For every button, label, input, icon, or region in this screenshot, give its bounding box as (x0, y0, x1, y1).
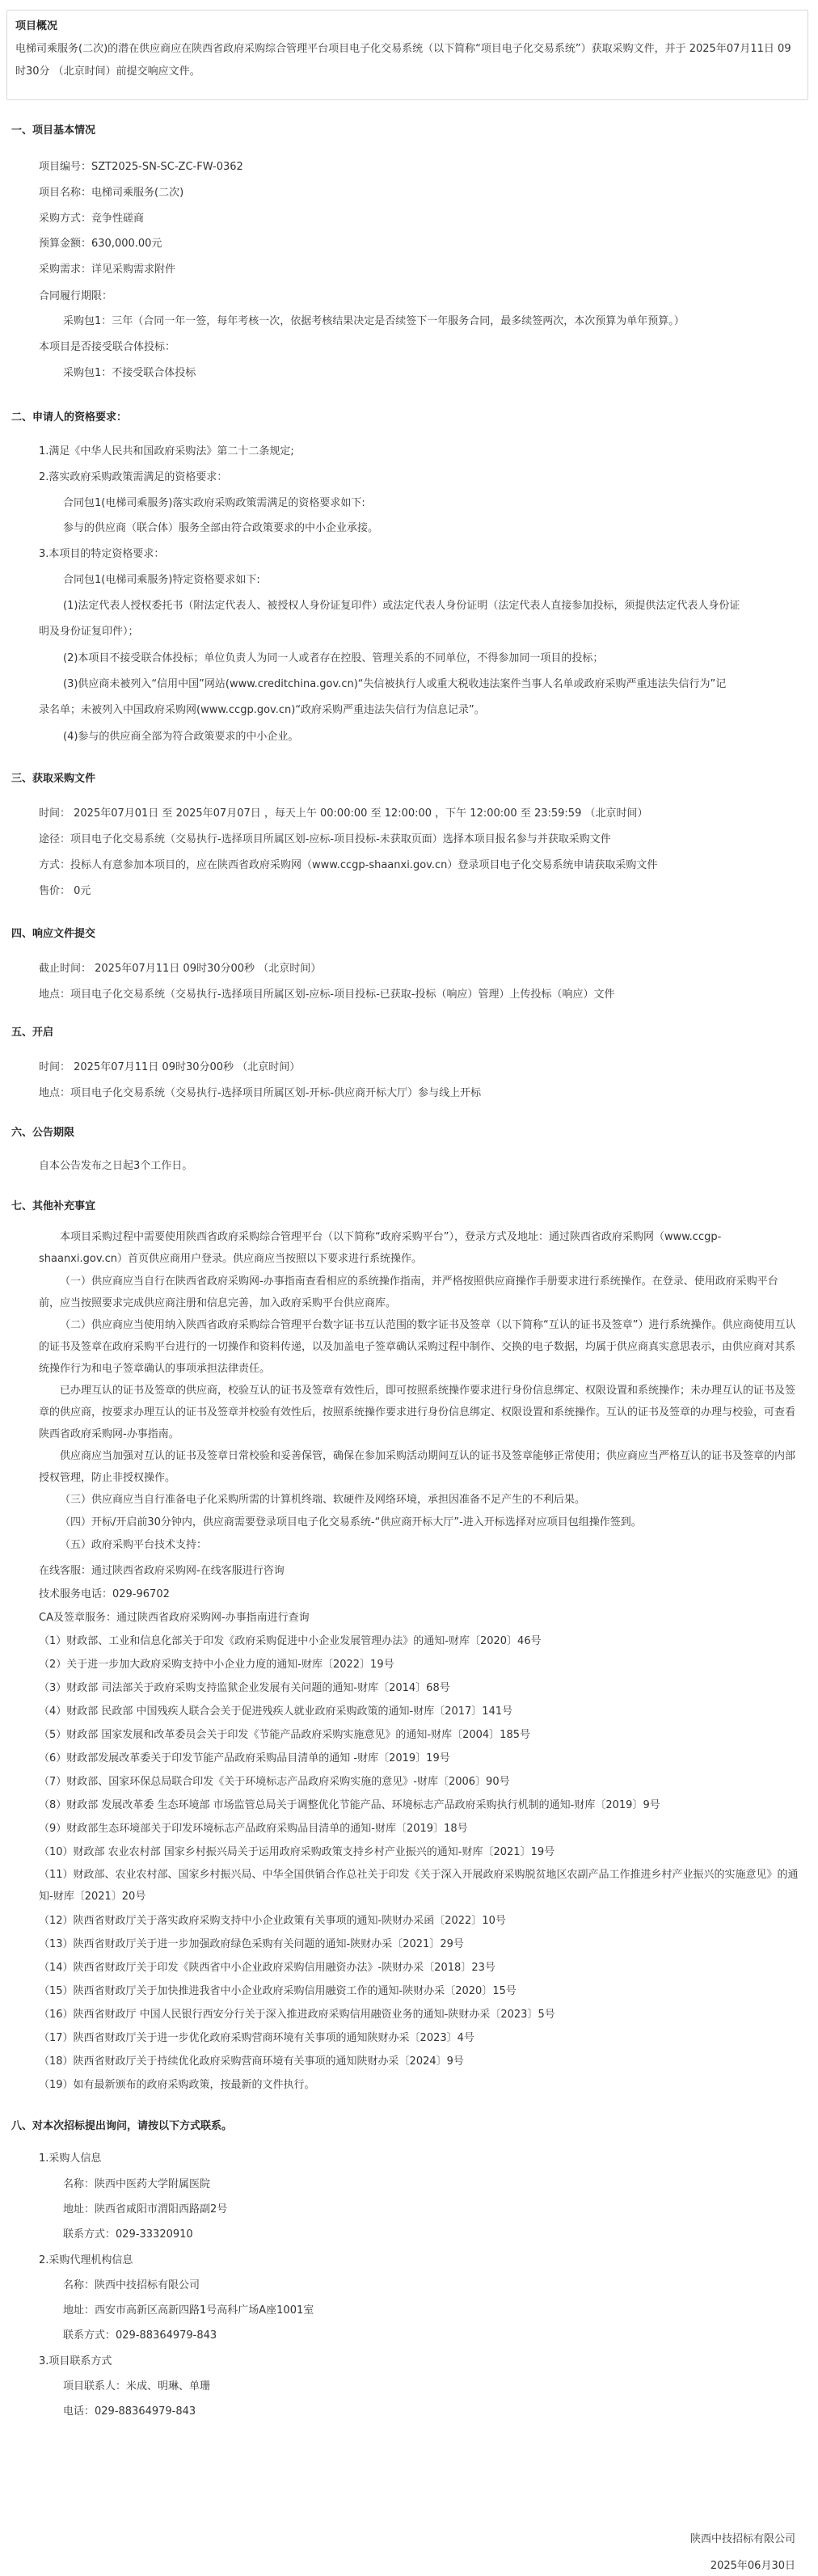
s7-line: （1）财政部、工业和信息化部关于印发《政府采购促进中小企业发展管理办法》的通知-财库〔2020〕46号 (39, 1635, 542, 1647)
s8-line: 项目联系人：米成、明琳、单珊 (63, 2380, 211, 2393)
s7-line: CA及签章服务：通过陕西省政府采购网-办事指南进行查询 (39, 1612, 310, 1624)
s4-line: 截止时间： 2025年07月11日 09时30分00秒 （北京时间） (39, 963, 322, 975)
s8-line: 1.采购人信息 (39, 2152, 102, 2165)
s1-line: 采购方式：竞争性磋商 (39, 213, 145, 225)
s8-line: 联系方式：029-88364979-843 (63, 2329, 217, 2342)
s8-line: 电话：029-88364979-843 (63, 2405, 196, 2418)
s1-line: 采购需求：详见采购需求附件 (39, 264, 176, 276)
footer-company: 陕西中技招标有限公司 (689, 2533, 795, 2545)
s3-line: 时间： 2025年07月01日 至 2025年07月07日 ，每天上午 00:00:00 至 12:00:00 ，下午 12:00:00 至 23:59:59 （北京时间） (39, 807, 648, 820)
section-3-title: 三、获取采购文件 (11, 773, 96, 785)
overview-text: 电梯司乘服务(二次)的潜在供应商应在陕西省政府采购综合管理平台项目电子化交易系统（以下简称“项目电子化交易系统”）获取采购文件，并于 2025年07月11日 09时30分 （北京时间）前提交响应文件。 (15, 43, 791, 78)
project-overview-box (6, 10, 808, 100)
footer-date: 2025年06月30日 (710, 2560, 795, 2572)
s7-line: （10）财政部 农业农村部 国家乡村振兴局关于运用政府采购政策支持乡村产业振兴的通知-财库〔2021〕19号 (39, 1846, 555, 1858)
s4-line: 地点：项目电子化交易系统（交易执行-选择项目所属区划-应标-项目投标-已获取-投标（响应）管理）上传投标（响应）文件 (39, 989, 615, 1001)
s8-line: 名称：陕西中医药大学附属医院 (63, 2178, 211, 2190)
section-7-title: 七、其他补充事宜 (11, 1200, 96, 1212)
s2-line: (3)供应商未被列入“信用中国”网站(www.creditchina.gov.cn)“失信被执行人或重大税收违法案件当事人名单或政府采购严重违法失信行为”记 (63, 678, 727, 690)
s7-line: 在线客服：通过陕西省政府采购网-在线客服进行咨询 (39, 1565, 285, 1577)
s7-line: （7）财政部、国家环保总局联合印发《关于环境标志产品政府采购实施的意见》-财库〔2006〕90号 (39, 1776, 510, 1788)
s2-line: (2)本项目不接受联合体投标；单位负责人为同一人或者存在控股、管理关系的不同单位，不得参加同一项目的投标； (63, 652, 604, 664)
s2-line: 录名单；未被列入中国政府采购网(www.ccgp.gov.cn)“政府采购严重违法失信行为信息记录”。 (39, 704, 485, 716)
s6-line: 自本公告发布之日起3个工作日。 (39, 1160, 193, 1172)
s1-line: 合同履行期限： (39, 290, 113, 302)
section-5-title: 五、开启 (11, 1027, 54, 1039)
s7-paragraph: （一）供应商应当自行在陕西省政府采购网-办事指南查看相应的系统操作指南，并严格按照供应商操作手册要求进行系统操作。在登录、使用政府采购平台前，应当按照要求完成供应商注册和信息完善，加入政府采购平台供应商库。 (39, 1275, 778, 1309)
s7-line: （13）陕西省财政厅关于进一步加强政府绿色采购有关问题的通知-陕财办采〔2021〕29号 (39, 1938, 464, 1950)
s7-paragraph: 本项目采购过程中需要使用陕西省政府采购综合管理平台（以下简称“政府采购平台”），登录方式及地址：通过陕西省政府采购网（www.ccgp-shaanxi.gov.cn）首页供应商用户登录。供应商应当按照以下要求进行系统操作。 (39, 1231, 722, 1265)
s2-line: 明及身份证复印件）； (39, 626, 139, 638)
s1-line: 采购包1：不接受联合体投标 (63, 367, 196, 379)
s5-line: 地点：项目电子化交易系统（交易执行-选择项目所属区划-开标-供应商开标大厅）参与线上开标 (39, 1087, 482, 1099)
s1-line: 采购包1：三年（合同一年一签，每年考核一次，依据考核结果决定是否续签下一年服务合同，最多续签两次，本次预算为单年预算。） (63, 315, 685, 327)
s2-line: 合同包1(电梯司乘服务)特定资格要求如下: (63, 574, 260, 586)
s8-line: 2.采购代理机构信息 (39, 2254, 133, 2266)
s7-line: （2）关于进一步加大政府采购支持中小企业力度的通知-财库〔2022〕19号 (39, 1659, 394, 1671)
s8-line: 联系方式：029-33320910 (63, 2228, 193, 2241)
s2-line: (4)参与的供应商全部为符合政策要求的中小企业。 (63, 731, 299, 743)
s3-line: 途径：项目电子化交易系统（交易执行-选择项目所属区划-应标-项目投标-未获取页面）选择本项目报名参与并获取采购文件 (39, 833, 611, 845)
s7-line: （6）财政部发展改革委关于印发节能产品政府采购品目清单的通知 -财库〔2019〕19号 (39, 1752, 450, 1764)
s1-line: 项目编号：SZT2025-SN-SC-ZC-FW-0362 (39, 161, 243, 173)
s7-line: （4）财政部 民政部 中国残疾人联合会关于促进残疾人就业政府采购政策的通知-财库〔2017〕141号 (39, 1705, 513, 1718)
s7-paragraph: （二）供应商应当使用纳入陕西省政府采购综合管理平台数字证书互认范围的数字证书及签章（以下简称“互认的证书及签章”）进行系统操作。供应商使用互认的证书及签章在政府采购平台进行的一切操作和资料传递，以及加盖电子签章确认采购过程中制作、交换的电子数据，均属于供应商真实意思表示，由供应商对其系统操作行为和电子签章确认的事项承担法律责任。 (39, 1319, 796, 1375)
s3-line: 售价： 0元 (39, 885, 91, 897)
s7-line: （五）政府采购平台技术支持： (60, 1539, 208, 1551)
s7-line: （16）陕西省财政厅 中国人民银行西安分行关于深入推进政府采购信用融资业务的通知-陕财办采〔2023〕5号 (39, 2009, 555, 2021)
s8-line: 地址：西安市高新区高新四路1号高科广场A座1001室 (63, 2304, 314, 2317)
s7-line: （12）陕西省财政厅关于落实政府采购支持中小企业政策有关事项的通知-陕财办采函〔2022〕10号 (39, 1915, 506, 1927)
s7-line: （18）陕西省财政厅关于持续优化政府采购营商环境有关事项的通知陕财办采〔2024〕9号 (39, 2055, 464, 2068)
s2-line: 参与的供应商（联合体）服务全部由符合政策要求的中小企业承接。 (63, 522, 379, 534)
s2-line: (1)法定代表人授权委托书（附法定代表人、被授权人身份证复印件）或法定代表人身份证明（法定代表人直接参加投标，须提供法定代表人身份证 (63, 600, 740, 612)
s1-line: 项目名称：电梯司乘服务(二次) (39, 187, 184, 199)
s2-line: 合同包1(电梯司乘服务)落实政府采购政策需满足的资格要求如下: (63, 497, 365, 509)
s1-line: 本项目是否接受联合体投标： (39, 341, 176, 353)
s7-line: （三）供应商应当自行准备电子化采购所需的计算机终端、软硬件及网络环境，承担因准备不足产生的不利后果。 (60, 1494, 586, 1506)
s7-line: 技术服务电话：029-96702 (39, 1588, 170, 1600)
s7-paragraph: 已办理互认的证书及签章的供应商，校验互认的证书及签章有效性后，即可按照系统操作要求进行身份信息绑定、权限设置和系统操作；未办理互认的证书及签章的供应商，按要求办理互认的证书及签章并校验有效性后，按照系统操作要求进行身份信息绑定、权限设置和系统操作。互认的证书及签章的办理与校验，可查看陕西省政府采购网-办事指南。 (39, 1385, 796, 1440)
s7-paragraph: 供应商应当加强对互认的证书及签章日常校验和妥善保管，确保在参加采购活动期间互认的证书及签章能够正常使用；供应商应当严格互认的证书及签章的内部授权管理，防止非授权操作。 (39, 1450, 796, 1484)
s5-line: 时间： 2025年07月11日 09时30分00秒 （北京时间） (39, 1061, 301, 1073)
s2-line: 2.落实政府采购政策需满足的资格要求： (39, 471, 228, 483)
section-4-title: 四、响应文件提交 (11, 928, 96, 940)
s2-line: 1.满足《中华人民共和国政府采购法》第二十二条规定; (39, 445, 294, 457)
s1-line: 预算金额：630,000.00元 (39, 238, 162, 250)
s7-paragraph: （11）财政部、农业农村部、国家乡村振兴局、中华全国供销合作总社关于印发《关于深入开展政府采购脱贫地区农副产品工作推进乡村产业振兴的实施意见》的通知-财库〔2021〕20号 (39, 1869, 799, 1903)
section-6-title: 六、公告期限 (11, 1127, 75, 1139)
s7-line: （3）财政部 司法部关于政府采购支持监狱企业发展有关问题的通知-财库〔2014〕68号 (39, 1682, 450, 1694)
s8-line: 3.项目联系方式 (39, 2355, 112, 2367)
s7-line: （17）陕西省财政厅关于进一步优化政府采购营商环境有关事项的通知陕财办采〔2023〕4号 (39, 2032, 474, 2044)
s2-line: 3.本项目的特定资格要求： (39, 548, 165, 560)
s8-line: 名称：陕西中技招标有限公司 (63, 2279, 200, 2291)
s7-line: （15）陕西省财政厅关于加快推进我省中小企业政府采购信用融资工作的通知-陕财办采〔2020〕15号 (39, 1985, 517, 1997)
overview-title: 项目概况 (15, 20, 58, 32)
s7-line: （5）财政部 国家发展和改革委员会关于印发《节能产品政府采购实施意见》的通知-财库〔2004〕185号 (39, 1729, 530, 1741)
s7-line: （19）如有最新颁布的政府采购政策，按最新的文件执行。 (39, 2079, 315, 2091)
s7-line: （四）开标/开启前30分钟内，供应商需要登录项目电子化交易系统-“供应商开标大厅”-进入开标选择对应项目包组操作签到。 (60, 1516, 642, 1528)
s3-line: 方式：投标人有意参加本项目的，应在陕西省政府采购网（www.ccgp-shaanxi.gov.cn）登录项目电子化交易系统申请获取采购文件 (39, 859, 658, 871)
s7-line: （8）财政部 发展改革委 生态环境部 市场监管总局关于调整优化节能产品、环境标志产品政府采购执行机制的通知-财库〔2019〕9号 (39, 1799, 660, 1811)
section-1-title: 一、项目基本情况 (11, 124, 96, 137)
s7-line: （9）财政部生态环境部关于印发环境标志产品政府采购品目清单的通知-财库〔2019〕18号 (39, 1823, 468, 1835)
s8-line: 地址：陕西省咸阳市渭阳西路副2号 (63, 2203, 228, 2216)
s7-line: （14）陕西省财政厅关于印发《陕西省中小企业政府采购信用融资办法》-陕财办采〔2018〕23号 (39, 1962, 495, 1974)
section-2-title: 二、申请人的资格要求： (11, 411, 128, 424)
section-8-title: 八、对本次招标提出询问，请按以下方式联系。 (11, 2120, 233, 2132)
